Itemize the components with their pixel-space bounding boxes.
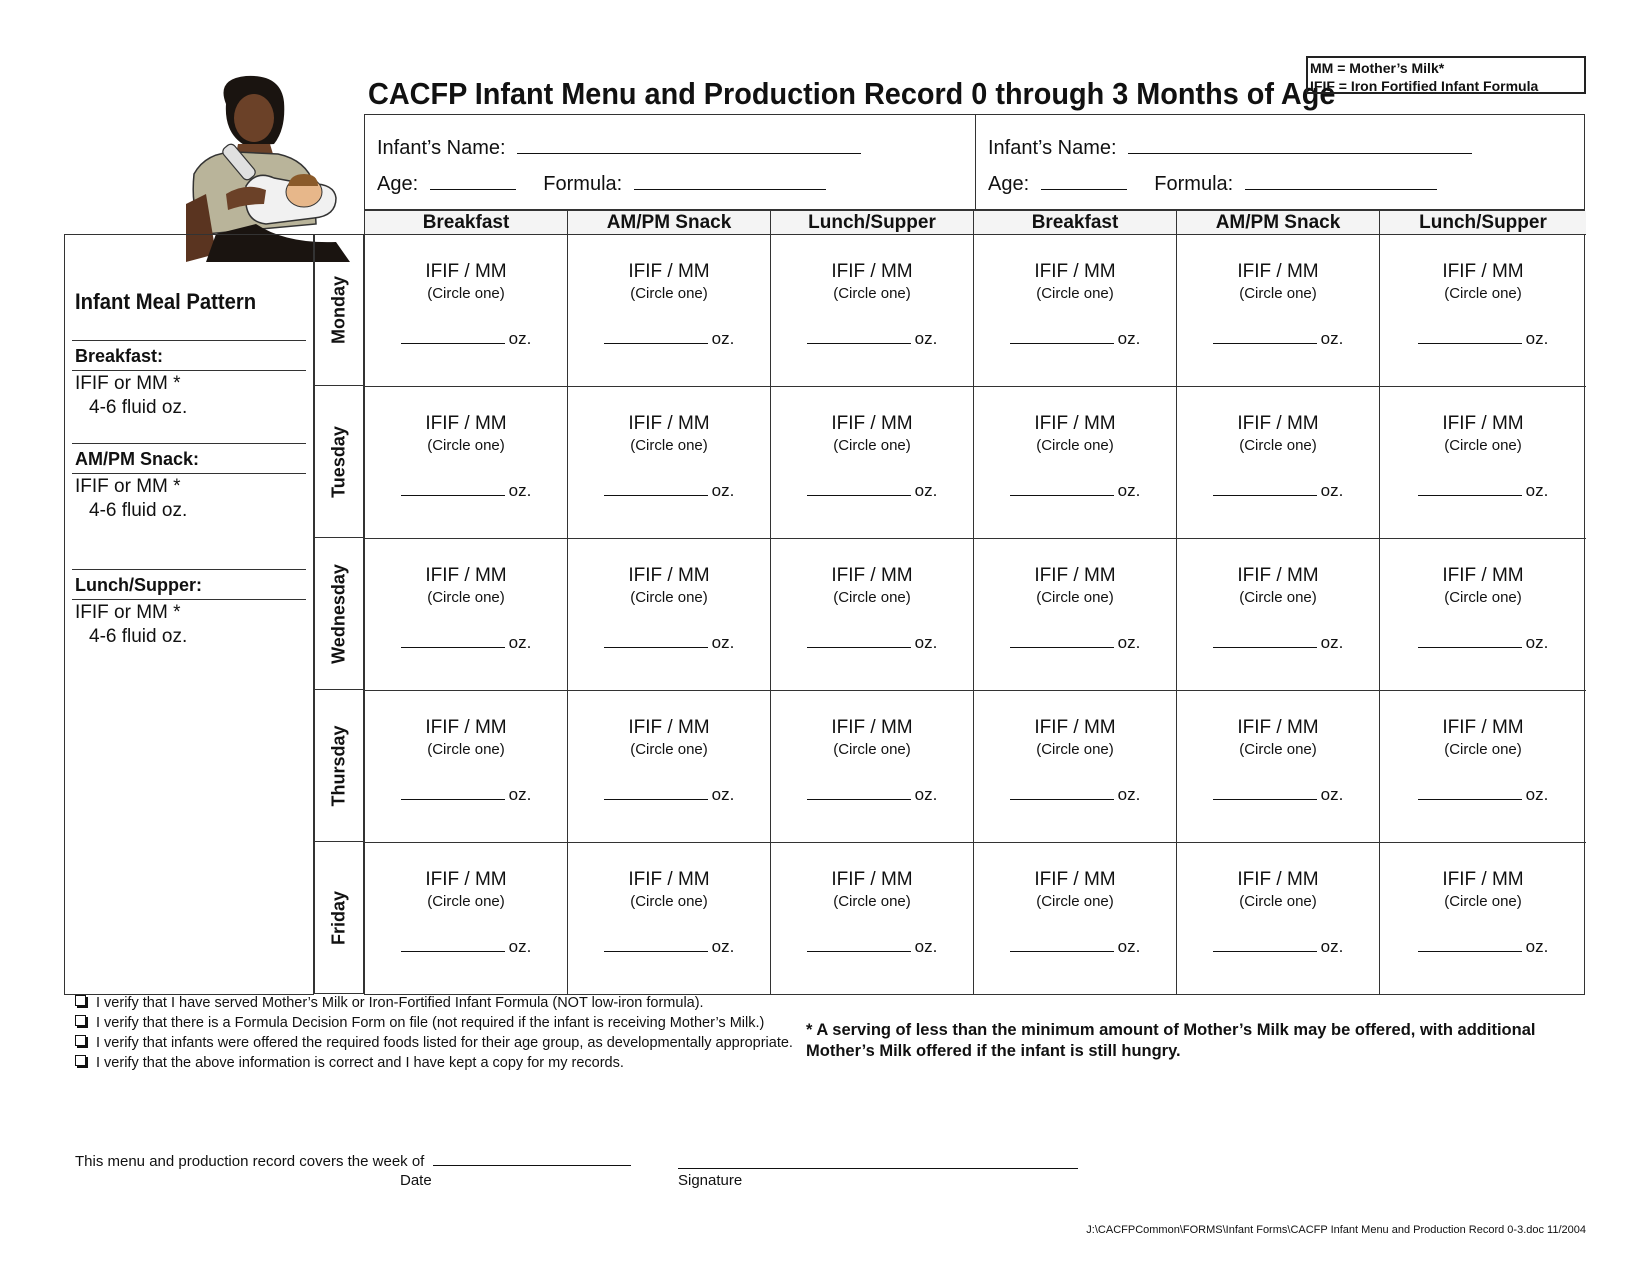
milk-options[interactable]: IFIF / MM xyxy=(1034,565,1116,586)
ounces-unit: oz. xyxy=(1117,937,1141,956)
meal-cell[interactable] xyxy=(974,539,1177,691)
ounces-field[interactable] xyxy=(401,481,505,496)
day-label-cell xyxy=(314,538,364,690)
age-label: Age: xyxy=(377,173,419,195)
day-label-cell xyxy=(314,234,364,386)
ounces-unit: oz. xyxy=(1525,329,1549,348)
ounces-unit: oz. xyxy=(508,785,532,804)
meal-cell[interactable] xyxy=(1177,235,1380,387)
snack-requirement xyxy=(75,475,187,523)
ounces-unit: oz. xyxy=(508,481,532,500)
meal-cell[interactable] xyxy=(1380,539,1586,691)
meal-cell[interactable] xyxy=(568,539,771,691)
meal-cell[interactable] xyxy=(771,235,974,387)
meal-cell[interactable] xyxy=(568,387,771,539)
meal-cell[interactable] xyxy=(365,843,568,995)
meal-cell[interactable] xyxy=(568,235,771,387)
ounces-field[interactable] xyxy=(1418,785,1522,800)
meal-cell[interactable] xyxy=(1177,539,1380,691)
divider xyxy=(72,473,306,474)
meal-cell[interactable] xyxy=(1380,235,1586,387)
age-field[interactable] xyxy=(430,173,516,190)
column-header: AM/PM Snack xyxy=(1177,211,1380,235)
circle-instruction: (Circle one) xyxy=(630,741,708,758)
week-field-row xyxy=(75,1153,631,1170)
circle-instruction: (Circle one) xyxy=(1239,285,1317,302)
ounces-field[interactable] xyxy=(1418,481,1522,496)
requirement-amount: 4-6 fluid oz. xyxy=(89,500,188,521)
milk-options[interactable]: IFIF / MM xyxy=(1237,869,1319,890)
milk-options[interactable]: IFIF / MM xyxy=(425,869,507,890)
ounces-field[interactable] xyxy=(1213,937,1317,952)
ounces-field[interactable] xyxy=(807,633,911,648)
column-header: Breakfast xyxy=(365,211,568,235)
meal-pattern-title: Infant Meal Pattern xyxy=(75,289,257,314)
circle-instruction: (Circle one) xyxy=(833,285,911,302)
milk-options[interactable]: IFIF / MM xyxy=(831,717,913,738)
ounces-field[interactable] xyxy=(807,937,911,952)
verify-item[interactable] xyxy=(75,1015,764,1031)
verify-text: I verify that infants were offered the required foods listed for their age group, as developmentally appropriate. xyxy=(96,1035,793,1051)
circle-instruction: (Circle one) xyxy=(1444,893,1522,910)
ounces-unit: oz. xyxy=(1117,481,1141,500)
ounces-field[interactable] xyxy=(1213,633,1317,648)
ounces-unit: oz. xyxy=(914,481,938,500)
page-title: CACFP Infant Menu and Production Record 0 through 3 Months of Age xyxy=(368,76,1336,111)
meal-cell[interactable] xyxy=(1380,691,1586,843)
verify-item[interactable] xyxy=(75,1055,624,1071)
milk-options[interactable]: IFIF / MM xyxy=(628,869,710,890)
meal-cell[interactable] xyxy=(974,843,1177,995)
formula-field[interactable] xyxy=(634,173,826,190)
meal-cell[interactable] xyxy=(771,539,974,691)
ounces-unit: oz. xyxy=(508,937,532,956)
circle-instruction: (Circle one) xyxy=(630,589,708,606)
age-label: Age: xyxy=(988,173,1030,195)
ounces-field[interactable] xyxy=(1213,329,1317,344)
milk-options[interactable]: IFIF / MM xyxy=(1034,413,1116,434)
day-label-cell xyxy=(314,690,364,842)
ounces-unit: oz. xyxy=(914,329,938,348)
requirement-line: IFIF or MM * xyxy=(75,373,181,394)
day-label: Friday xyxy=(328,890,349,945)
divider xyxy=(72,370,306,371)
milk-options[interactable]: IFIF / MM xyxy=(1237,565,1319,586)
circle-instruction: (Circle one) xyxy=(427,741,505,758)
ounces-field[interactable] xyxy=(401,937,505,952)
milk-options[interactable]: IFIF / MM xyxy=(1034,869,1116,890)
legend-ifif: IFIF = Iron Fortified Infant Formula xyxy=(1310,78,1539,94)
meal-cell[interactable] xyxy=(1177,843,1380,995)
formula-label: Formula: xyxy=(543,173,623,195)
verify-item[interactable] xyxy=(75,1035,793,1051)
ounces-field[interactable] xyxy=(1010,633,1114,648)
meal-cell[interactable] xyxy=(974,235,1177,387)
ounces-unit: oz. xyxy=(1320,481,1344,500)
day-label: Monday xyxy=(328,275,349,345)
circle-instruction: (Circle one) xyxy=(833,589,911,606)
ounces-unit: oz. xyxy=(1525,633,1549,652)
ounces-unit: oz. xyxy=(914,785,938,804)
milk-options[interactable]: IFIF / MM xyxy=(1442,717,1524,738)
meal-cell[interactable] xyxy=(1177,387,1380,539)
circle-instruction: (Circle one) xyxy=(630,285,708,302)
day-label-cell xyxy=(314,386,364,538)
ounces-unit: oz. xyxy=(711,937,735,956)
day-label-cell xyxy=(314,842,364,994)
ounces-field[interactable] xyxy=(807,481,911,496)
meal-cell[interactable] xyxy=(1177,691,1380,843)
serving-note: * A serving of less than the minimum amount of Mother’s Milk may be offered, with additional Mother’s Milk offered if the infant is still hungry. xyxy=(806,1021,1536,1060)
date-label: Date xyxy=(400,1172,432,1189)
ounces-unit: oz. xyxy=(1117,785,1141,804)
ounces-field[interactable] xyxy=(1213,481,1317,496)
meal-cell[interactable] xyxy=(365,235,568,387)
milk-options[interactable]: IFIF / MM xyxy=(628,717,710,738)
circle-instruction: (Circle one) xyxy=(1036,893,1114,910)
circle-instruction: (Circle one) xyxy=(427,589,505,606)
signature-label: Signature xyxy=(678,1172,743,1189)
age-field[interactable] xyxy=(1041,173,1127,190)
ounces-unit: oz. xyxy=(711,633,735,652)
milk-options[interactable]: IFIF / MM xyxy=(831,413,913,434)
milk-options[interactable]: IFIF / MM xyxy=(831,869,913,890)
week-label: This menu and production record covers the week of xyxy=(75,1153,425,1170)
ounces-unit: oz. xyxy=(1525,481,1549,500)
meal-cell[interactable] xyxy=(365,387,568,539)
circle-instruction: (Circle one) xyxy=(427,285,505,302)
formula-label: Formula: xyxy=(1154,173,1234,195)
ounces-field[interactable] xyxy=(401,633,505,648)
milk-options[interactable]: IFIF / MM xyxy=(1442,261,1524,282)
milk-options[interactable]: IFIF / MM xyxy=(831,565,913,586)
ounces-field[interactable] xyxy=(604,785,708,800)
checkbox-icon[interactable] xyxy=(75,1015,86,1026)
verify-item[interactable] xyxy=(75,995,704,1011)
ounces-unit: oz. xyxy=(711,481,735,500)
column-header: AM/PM Snack xyxy=(568,211,771,235)
ounces-field[interactable] xyxy=(1418,329,1522,344)
circle-instruction: (Circle one) xyxy=(1036,285,1114,302)
milk-options[interactable]: IFIF / MM xyxy=(1442,869,1524,890)
meal-cell[interactable] xyxy=(1380,387,1586,539)
checkbox-icon[interactable] xyxy=(75,995,86,1006)
ounces-unit: oz. xyxy=(1320,329,1344,348)
column-header: Breakfast xyxy=(974,211,1177,235)
ounces-unit: oz. xyxy=(1320,937,1344,956)
circle-instruction: (Circle one) xyxy=(1444,437,1522,454)
ounces-field[interactable] xyxy=(401,329,505,344)
circle-instruction: (Circle one) xyxy=(1239,893,1317,910)
requirement-line: IFIF or MM * xyxy=(75,476,181,497)
requirement-line: IFIF or MM * xyxy=(75,602,181,623)
lunch-requirement xyxy=(75,601,187,649)
ounces-unit: oz. xyxy=(914,937,938,956)
circle-instruction: (Circle one) xyxy=(630,437,708,454)
ounces-field[interactable] xyxy=(1010,937,1114,952)
circle-instruction: (Circle one) xyxy=(427,437,505,454)
circle-instruction: (Circle one) xyxy=(1444,285,1522,302)
file-path-footer: J:\CACFPCommon\FORMS\Infant Forms\CACFP Infant Menu and Production Record 0-3.doc 11/2004 xyxy=(1086,1224,1586,1236)
requirement-amount: 4-6 fluid oz. xyxy=(89,626,188,647)
divider xyxy=(72,443,306,444)
milk-options[interactable]: IFIF / MM xyxy=(1034,717,1116,738)
circle-instruction: (Circle one) xyxy=(1444,741,1522,758)
abbreviation-legend xyxy=(1306,56,1586,94)
meal-cell[interactable] xyxy=(1380,843,1586,995)
infant-name-label: Infant’s Name: xyxy=(377,137,506,159)
day-label: Tuesday xyxy=(328,425,349,498)
checkbox-icon[interactable] xyxy=(75,1035,86,1046)
circle-instruction: (Circle one) xyxy=(833,437,911,454)
ounces-field[interactable] xyxy=(604,329,708,344)
verify-text: I verify that the above information is correct and I have kept a copy for my records. xyxy=(96,1055,624,1071)
ounces-field[interactable] xyxy=(807,329,911,344)
ounces-field[interactable] xyxy=(1010,329,1114,344)
ounces-unit: oz. xyxy=(1320,633,1344,652)
circle-instruction: (Circle one) xyxy=(1036,741,1114,758)
ounces-field[interactable] xyxy=(1010,481,1114,496)
legend-mm: MM = Mother’s Milk* xyxy=(1310,60,1445,76)
milk-options[interactable]: IFIF / MM xyxy=(425,565,507,586)
circle-instruction: (Circle one) xyxy=(1036,437,1114,454)
milk-options[interactable]: IFIF / MM xyxy=(628,413,710,434)
circle-instruction: (Circle one) xyxy=(630,893,708,910)
ounces-field[interactable] xyxy=(604,481,708,496)
verify-text: I verify that I have served Mother’s Milk or Iron-Fortified Infant Formula (NOT low-iron formula). xyxy=(96,995,704,1011)
breakfast-requirement xyxy=(75,372,187,420)
ounces-field[interactable] xyxy=(807,785,911,800)
circle-instruction: (Circle one) xyxy=(1036,589,1114,606)
ounces-unit: oz. xyxy=(1117,329,1141,348)
snack-section-label: AM/PM Snack: xyxy=(75,449,200,469)
ounces-unit: oz. xyxy=(711,329,735,348)
divider xyxy=(72,599,306,600)
ounces-field[interactable] xyxy=(604,937,708,952)
ounces-field[interactable] xyxy=(1418,633,1522,648)
milk-options[interactable]: IFIF / MM xyxy=(1034,261,1116,282)
circle-instruction: (Circle one) xyxy=(833,893,911,910)
infant-info-right xyxy=(975,114,1585,210)
formula-field[interactable] xyxy=(1245,173,1437,190)
meal-cell[interactable] xyxy=(974,691,1177,843)
week-date-field[interactable] xyxy=(433,1153,631,1166)
ounces-field[interactable] xyxy=(1418,937,1522,952)
requirement-amount: 4-6 fluid oz. xyxy=(89,397,188,418)
milk-options[interactable]: IFIF / MM xyxy=(425,413,507,434)
divider xyxy=(72,340,306,341)
menu-grid xyxy=(364,210,1585,995)
milk-options[interactable]: IFIF / MM xyxy=(1442,413,1524,434)
circle-instruction: (Circle one) xyxy=(1444,589,1522,606)
infant-name-field[interactable] xyxy=(517,137,861,154)
infant-name-field[interactable] xyxy=(1128,137,1472,154)
milk-options[interactable]: IFIF / MM xyxy=(425,717,507,738)
meal-cell[interactable] xyxy=(568,843,771,995)
ounces-unit: oz. xyxy=(1320,785,1344,804)
infant-name-label: Infant’s Name: xyxy=(988,137,1117,159)
meal-cell[interactable] xyxy=(568,691,771,843)
circle-instruction: (Circle one) xyxy=(427,893,505,910)
ounces-field[interactable] xyxy=(604,633,708,648)
circle-instruction: (Circle one) xyxy=(833,741,911,758)
meal-cell[interactable] xyxy=(771,691,974,843)
ounces-unit: oz. xyxy=(1117,633,1141,652)
meal-cell[interactable] xyxy=(974,387,1177,539)
circle-instruction: (Circle one) xyxy=(1239,741,1317,758)
milk-options[interactable]: IFIF / MM xyxy=(1442,565,1524,586)
milk-options[interactable]: IFIF / MM xyxy=(1237,261,1319,282)
ounces-unit: oz. xyxy=(914,633,938,652)
signature-field[interactable] xyxy=(678,1168,1078,1169)
circle-instruction: (Circle one) xyxy=(1239,437,1317,454)
ounces-unit: oz. xyxy=(1525,937,1549,956)
meal-cell[interactable] xyxy=(365,539,568,691)
milk-options[interactable]: IFIF / MM xyxy=(1237,717,1319,738)
milk-options[interactable]: IFIF / MM xyxy=(628,261,710,282)
ounces-field[interactable] xyxy=(1213,785,1317,800)
meal-cell[interactable] xyxy=(365,691,568,843)
meal-cell[interactable] xyxy=(771,387,974,539)
ounces-field[interactable] xyxy=(1010,785,1114,800)
ounces-unit: oz. xyxy=(508,329,532,348)
lunch-section-label: Lunch/Supper: xyxy=(75,575,202,595)
checkbox-icon[interactable] xyxy=(75,1055,86,1066)
milk-options[interactable]: IFIF / MM xyxy=(1237,413,1319,434)
verify-text: I verify that there is a Formula Decision Form on file (not required if the infant is receiving Mother’s Milk.) xyxy=(96,1015,765,1031)
day-label: Wednesday xyxy=(328,563,349,664)
milk-options[interactable]: IFIF / MM xyxy=(628,565,710,586)
column-header: Lunch/Supper xyxy=(1380,211,1586,235)
ounces-unit: oz. xyxy=(508,633,532,652)
meal-cell[interactable] xyxy=(771,843,974,995)
circle-instruction: (Circle one) xyxy=(1239,589,1317,606)
breakfast-section-label: Breakfast: xyxy=(75,346,164,366)
milk-options[interactable]: IFIF / MM xyxy=(831,261,913,282)
day-label: Thursday xyxy=(328,724,349,807)
column-header: Lunch/Supper xyxy=(771,211,974,235)
infant-info-left xyxy=(364,114,976,210)
ounces-unit: oz. xyxy=(711,785,735,804)
divider xyxy=(72,569,306,570)
ounces-field[interactable] xyxy=(401,785,505,800)
milk-options[interactable]: IFIF / MM xyxy=(425,261,507,282)
ounces-unit: oz. xyxy=(1525,785,1549,804)
